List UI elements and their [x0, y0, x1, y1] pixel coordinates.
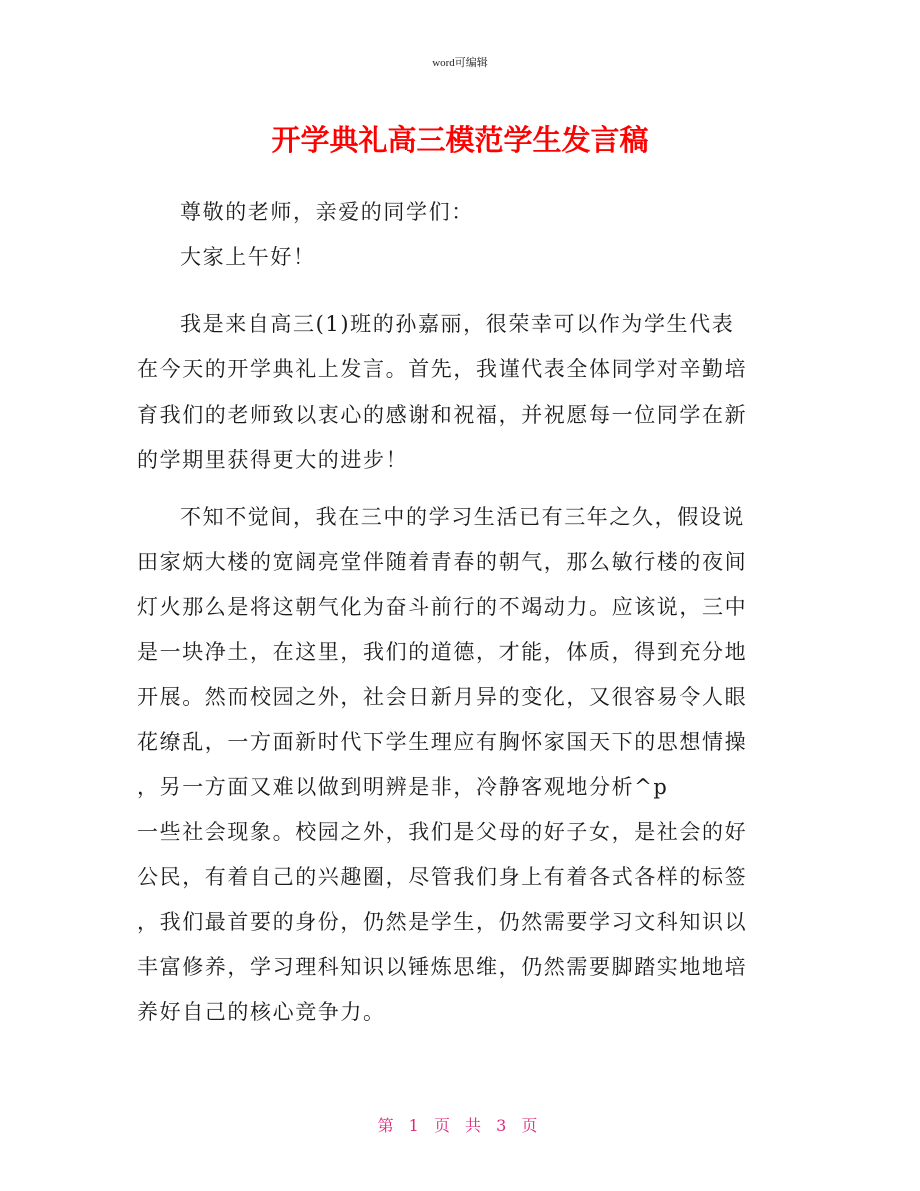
text-line: 花缭乱，一方面新时代下学生理应有胸怀家国天下的思想情操	[137, 730, 748, 754]
text-line: 不知不觉间，我在三中的学习生活已有三年之久，假设说	[180, 505, 745, 529]
text-line: ，另一方面又难以做到明辨是非，冷静客观地分析^p	[137, 775, 669, 799]
text-line: 育我们的老师致以衷心的感谢和祝福，并祝愿每一位同学在新	[137, 403, 748, 427]
text-line: 丰富修养，学习理科知识以锤炼思维，仍然需要脚踏实地地培	[137, 955, 748, 979]
text-line: 灯火那么是将这朝气化为奋斗前行的不竭动力。应该说，三中	[137, 595, 748, 619]
text-line: 是一块净土，在这里，我们的道德，才能，体质，得到充分地	[137, 640, 748, 664]
text-line: 的学期里获得更大的进步！	[137, 448, 409, 472]
text-line: 开展。然而校园之外，社会日新月异的变化，又很容易令人眼	[137, 685, 748, 709]
text-line: 养好自己的核心竞争力。	[137, 1000, 386, 1024]
document-title: 开学典礼高三模范学生发言稿	[271, 123, 649, 157]
page-number-footer: 第 1 页 共 3 页	[377, 1116, 543, 1135]
text-line: 尊敬的老师，亲爱的同学们：	[180, 200, 474, 224]
text-line: 在今天的开学典礼上发言。首先，我谨代表全体同学对辛勤培	[137, 357, 748, 381]
text-line: 一些社会现象。校园之外，我们是父母的好子女，是社会的好	[137, 820, 748, 844]
text-line: 大家上午好！	[180, 245, 316, 269]
text-line: 公民，有着自己的兴趣圈，尽管我们身上有着各式各样的标签	[137, 865, 748, 889]
text-line: ，我们最首要的身份，仍然是学生，仍然需要学习文科知识以	[137, 910, 748, 934]
text-line: 我是来自高三(1)班的孙嘉丽，很荣幸可以作为学生代表	[180, 312, 735, 336]
text-line: 田家炳大楼的宽阔亮堂伴随着青春的朝气，那么敏行楼的夜间	[137, 550, 748, 574]
header-note: word可编辑	[432, 57, 488, 69]
